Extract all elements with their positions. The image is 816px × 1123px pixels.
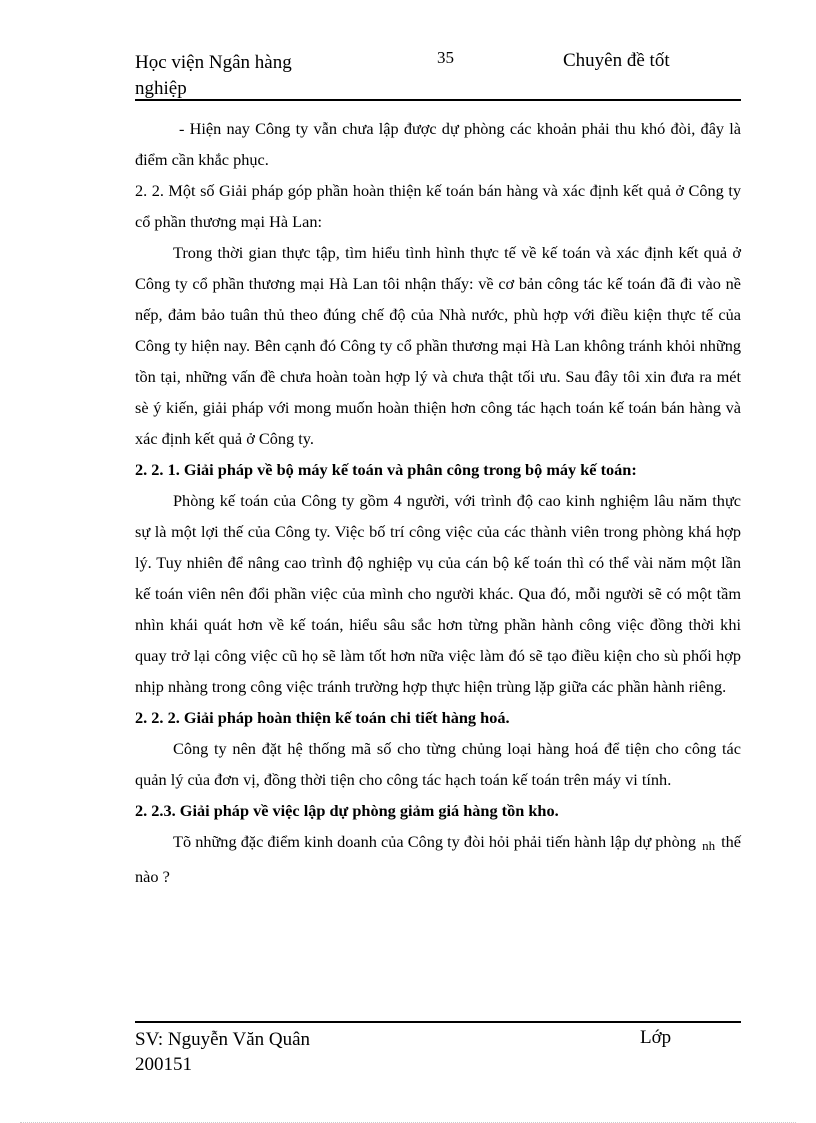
footer-left — [135, 1027, 310, 1077]
paragraph-6-fragment: nh — [702, 838, 716, 853]
paragraph-6 — [135, 826, 741, 892]
section-heading-2-2-3: 2. 2.3. Giải pháp về việc lập dự phòng giảm giá hàng tồn kho. — [135, 801, 559, 820]
header-institution-cont: nghiệp — [135, 78, 187, 99]
section-heading-2-2: 2. 2. Một số Giải pháp góp phần hoàn thiện kế toán bán hàng và xác định kết quả ở Công ty cổ phần thương mại Hà Lan: — [135, 181, 741, 231]
footer-rule — [135, 1021, 741, 1023]
paragraph-1: - Hiện nay Công ty vẫn chưa lập được dự phòng các khoản phải thu khó đòi, đây là điểm cần khắc phục. — [135, 119, 741, 169]
paragraph-5: Công ty nên đặt hệ thống mã số cho từng chủng loại hàng hoá để tiện cho công tác quản lý của đơn vị, đồng thời tiện cho công tác hạch toán kế toán trên máy vi tính. — [135, 739, 741, 789]
header-left — [135, 50, 292, 102]
section-heading-2-2-1: 2. 2. 1. Giải pháp về bộ máy kế toán và phân công trong bộ máy kế toán: — [135, 460, 637, 479]
footer-class: Lớp — [640, 1027, 672, 1048]
paragraph-6-end: thế nào ? — [135, 832, 742, 886]
page-number: 35 — [437, 48, 454, 67]
paragraph-3: Trong thời gian thực tập, tìm hiểu tình hình thực tế về kế toán và xác định kết quả ở Công ty cổ phần thương mại Hà Lan tôi nhận thấy: về cơ bản công tác kế toán đã đi vào nề nếp, đảm bảo tuân thủ theo đúng chế độ của Nhà nước, phù hợp với điều kiện thực tế của Công ty hiện nay. Bên cạnh đó Công ty cổ phần thương mại Hà Lan không tránh khỏi những tồn tại, những vấn đề chưa hoàn toàn hợp lý và chưa thật tối ưu. Sau đây tôi xin đưa ra mét sè ý kiến, giải pháp với mong muốn hoàn thiện hơn công tác hạch toán kế toán bán hàng và xác định kết quả ở Công ty. — [135, 243, 741, 448]
section-heading-2-2-2: 2. 2. 2. Giải pháp hoàn thiện kế toán chi tiết hàng hoá. — [135, 708, 510, 727]
footer-student-id: 200151 — [135, 1054, 192, 1075]
header-right: Chuyên đề tốt — [563, 50, 670, 71]
header-institution: Học viện Ngân hàng — [135, 52, 292, 73]
footer-student: SV: Nguyễn Văn Quân — [135, 1029, 311, 1050]
header-rule — [135, 99, 741, 101]
paragraph-6-text: Tõ những đặc điểm kinh doanh của Công ty đòi hỏi phải tiến hành lập dự phòng — [173, 832, 696, 851]
page-body — [135, 113, 741, 892]
paragraph-4: Phòng kế toán của Công ty gồm 4 người, với trình độ cao kinh nghiệm lâu năm thực sự là một lợi thế của Công ty. Việc bố trí công việc của các thành viên trong phòng khá hợp lý. Tuy nhiên để nâng cao trình độ nghiệp vụ của cán bộ kế toán thì có thể vài năm một lần kế toán viên nên đổi phần việc của mình cho người khác. Qua đó, mỗi người sẽ có một tầm nhìn khái quát hơn về kế toán, hiểu sâu sắc hơn từng phần hành công việc đồng thời khi quay trở lại công việc cũ họ sẽ làm tốt hơn nữa việc làm đó sẽ tạo điều kiện cho sù phối hợp nhịp nhàng trong công việc tránh trường hợp thực hiện trùng lặp giữa các phần hành riêng. — [135, 491, 741, 696]
